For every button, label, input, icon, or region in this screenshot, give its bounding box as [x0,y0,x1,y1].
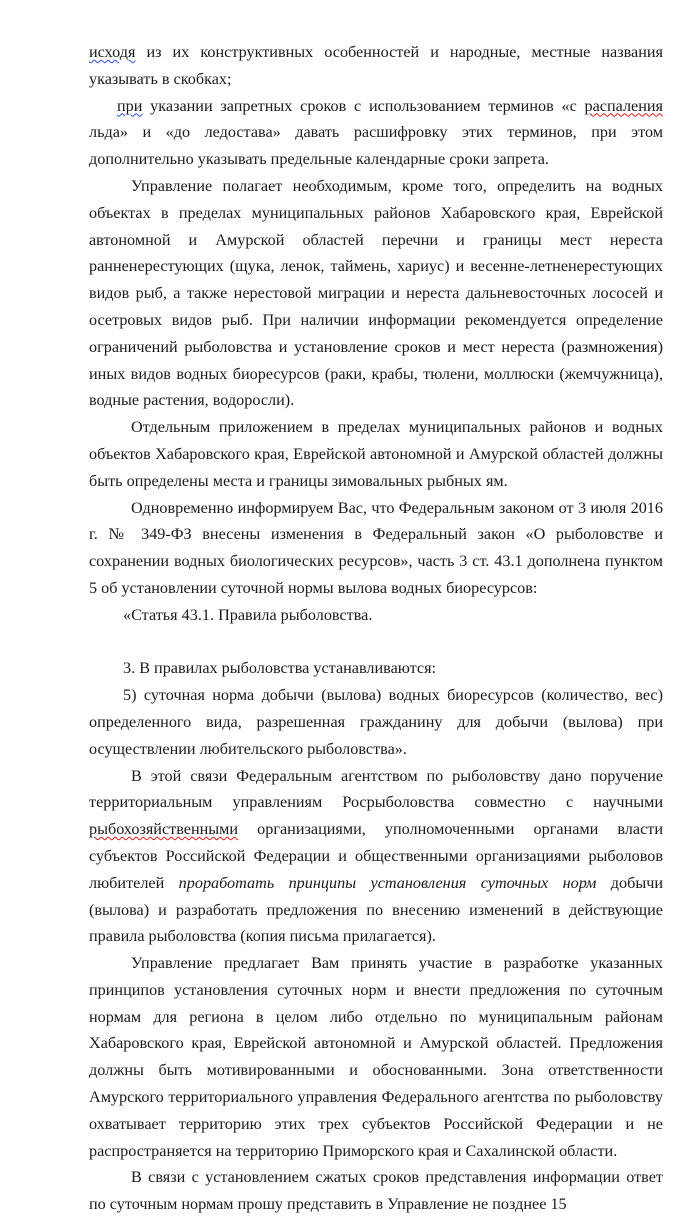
paragraph-odnovremenno-informiruem [89,495,663,602]
paragraph-text: организациями, уполномоченными органами власти субъектов Российской Федерации и общественными организациями рыболовов любителей [89,820,663,892]
paragraph-text: Управление предлагает Вам принять участие в разработке указанных принципов установления суточных норм и внести предложения по суточным нормам для региона в целом либо отдельно по муниципальным районам Хабаровского края, Еврейской автономной и Амурской областей. Предложения должны быть мотивированными и обоснованными. Зона ответственности Амурского территориального управления Федерального агентства по рыболовству охватывает территорию этих трех субъектов Российской Федерации и не распространяется на территорию Приморского края и Сахалинской области. [89,954,663,1160]
spelling-error-rybohozyaystvennymi[interactable]: рыбохозяйственными [89,820,239,839]
italic-emphasis-run: проработать принципы установления суточных норм [178,873,597,892]
paragraph-text: В связи с установлением сжатых сроков представления информации ответ по суточным нормам прошу представить в Управление не позднее 15 [89,1168,663,1214]
paragraph-text: добычи (вылова) и разработать предложения по внесению изменений в действующие правила рыболовства (копия письма прилагается). [89,873,663,946]
grammar-error-pri[interactable]: при [117,96,143,115]
paragraph-statya-heading [89,602,663,629]
paragraph-text: указании запретных сроков с использованием терминов «с [142,96,585,115]
paragraph-v-svyazi-s-ustanovleniem [89,1164,663,1218]
paragraph-v-etoy-svyazi [89,763,663,951]
paragraph-text: Одновременно информируем Вас, что Федеральным законом от 3 июля 2016 г. № 349-ФЗ внесены изменения в Федеральный закон «О рыболовстве и сохранении водных биологических ресурсов», часть 3 ст. 43.1 дополнена пунктом 5 об установлении суточной нормы вылова водных биоресурсов: [89,498,663,597]
paragraph-text: В этой связи Федеральным агентством по рыболовству дано поручение территориальным управлениям Росрыболовства совместно с научными [89,766,663,812]
paragraph-upravlenie-predlagaet [89,950,663,1164]
paragraph-otdelnym-prilozheniem [89,414,663,494]
spelling-error-raspaleniya[interactable]: распаления [584,96,663,115]
document-text-body [89,39,663,1218]
paragraph-continuation [89,39,663,93]
statute-clause-text: 3. В правилах рыболовства устанавливаются: [123,659,437,678]
paragraph-punkt-3 [89,655,663,682]
statute-heading-text: «Статья 43.1. Правила рыболовства. [123,605,373,624]
paragraph-upravlenie-polagaet [89,173,663,414]
paragraph-text: Управление полагает необходимым, кроме того, определить на водных объектах в пределах муниципальных районов Хабаровского края, Еврейской автономной и Амурской областей перечни и границы мест нереста ранненерестующих (щука, ленок, таймень, хариус) и весенне-летненерестующих видов рыб, а также нерестовой миграции и нереста дальневосточных лососей и осетровых видов рыб. При наличии информации рекомендуется определение ограничений рыболовства и установление сроков и мест нереста (размножения) иных видов водных биоресурсов (раки, крабы, тюлени, моллюски (жемчужница), водные растения, водоросли). [89,176,663,410]
paragraph-text: из их конструктивных особенностей и народные, местные названия указывать в скобках; [89,43,663,88]
paragraph-punkt-5 [89,682,663,762]
paragraph-text: Отдельным приложением в пределах муниципальных районов и водных объектов Хабаровского края, Еврейской автономной и Амурской областей должны быть определены места и границы зимовальных рыбных ям. [89,418,663,490]
grammar-error-ishodya[interactable]: исходя [89,43,136,61]
blank-line-spacer [89,629,663,656]
statute-clause-text: 5) суточная норма добычи (вылова) водных биоресурсов (количество, вес) определенного вида, разрешенная гражданину для добычи (вылова) при осуществлении любительского рыболовства». [89,686,663,758]
paragraph-text: льда» и «до ледостава» давать расшифровку этих терминов, при этом дополнительно указывать предельные календарные сроки запрета. [89,123,663,169]
paragraph-zapretnye-sroki [89,93,663,173]
